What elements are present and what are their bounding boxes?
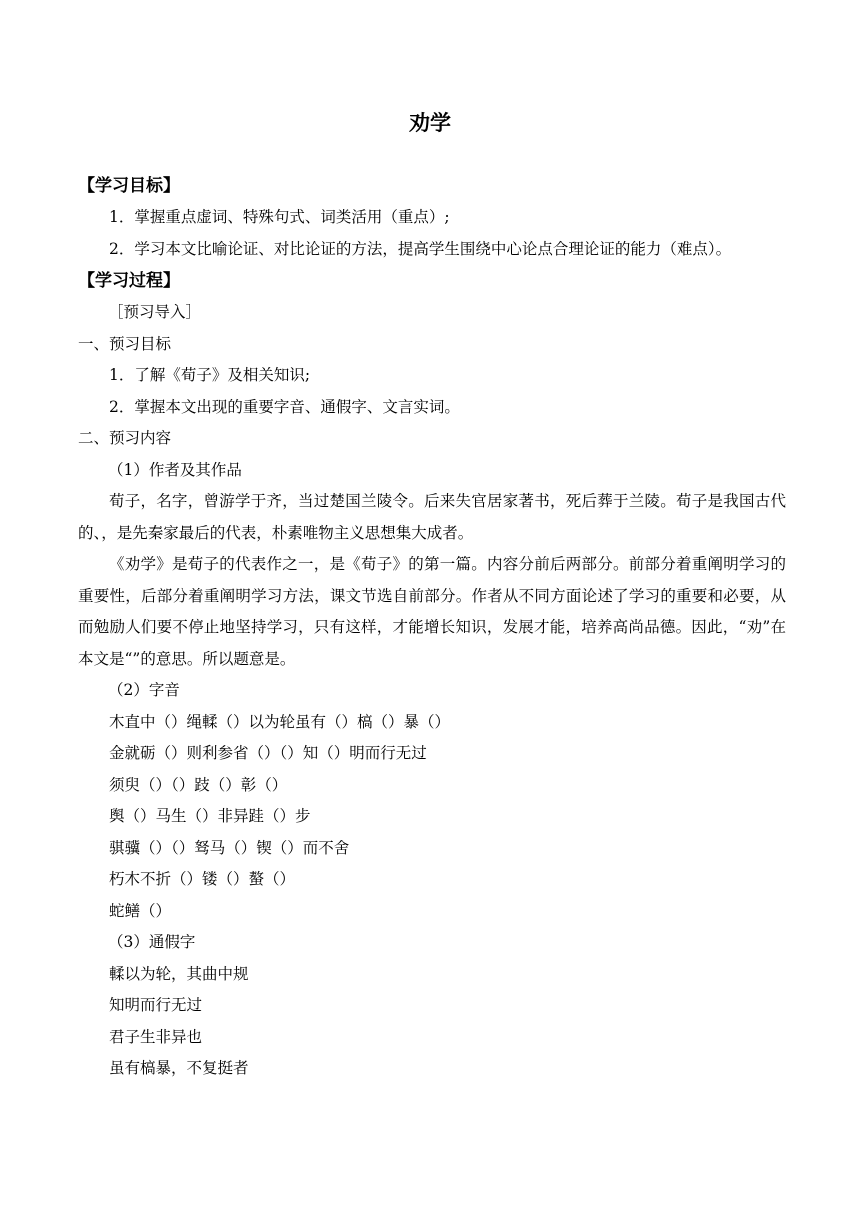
pronunciation-line: 朽木不折（）镂（）螯（）: [109, 870, 296, 888]
preview-intro: ［预习导入］: [108, 303, 202, 321]
pronunciation-line: 木直中（）绳輮（）以为轮虽有（）槁（）暴（）: [109, 712, 451, 731]
goal-item: 1．掌握重点虚词、特殊句式、词类活用（重点）;: [109, 208, 450, 226]
sub3-heading: （3）通假字: [108, 933, 196, 951]
goals-heading: 【学习目标】: [78, 176, 180, 196]
pronunciation-line: 须臾（）（）跂（）彰（）: [109, 775, 288, 794]
pronunciation-line: 骐骥（）（）驽马（）锲（）而不舍: [109, 838, 350, 857]
loan-character-line: 君子生非异也: [109, 1027, 203, 1046]
goal-item: 2．学习本文比喻论证、对比论证的方法，提高学生围绕中心论点合理论证的能力（难点）。: [109, 239, 732, 258]
document-title: 劝学: [409, 111, 451, 135]
loan-character-line: 知明而行无过: [109, 996, 203, 1014]
sub2-heading: （2）字音: [108, 681, 180, 699]
process-heading: 【学习过程】: [78, 271, 180, 291]
part2-heading: 二、预习内容: [78, 429, 172, 447]
loan-character-line: 輮以为轮，其曲中规: [109, 964, 249, 983]
work-paragraph: 《劝学》是荀子的代表作之一，是《荀子》的第一篇。内容分前后两部分。前部分着重阐明学习的重要性，后部分着重阐明学习方法，课文节选自前部分。作者从不同方面论述了学习的重要和必要，从而勉励人们要不停止地坚持学习，只有这样，才能增长知识，发展才能，培养高尚品德。因此，“劝”在本文是“”的意思。所以题意是。: [78, 555, 786, 668]
author-paragraph: 荀子，名字，曾游学于齐，当过楚国兰陵令。后来失官居家著书，死后葬于兰陵。荀子是我国古代的、，是先秦家最后的代表，朴素唯物主义思想集大成者。: [78, 492, 786, 542]
part1-heading: 一、预习目标: [78, 334, 172, 353]
pronunciation-line: 蛇鳝（）: [109, 901, 172, 920]
part1-item: 1．了解《荀子》及相关知识;: [109, 366, 311, 384]
sub1-heading: （1）作者及其作品: [108, 460, 242, 479]
loan-character-line: 虽有槁暴，不复挺者: [109, 1059, 249, 1077]
part1-item: 2．掌握本文出现的重要字音、通假字、文言实词。: [109, 397, 460, 416]
document-body: [78, 170, 786, 1085]
pronunciation-line: 舆（）马生（）非异跬（）步: [109, 807, 311, 825]
pronunciation-line: 金就砺（）则利参省（）（）知（）明而行无过: [109, 744, 427, 762]
